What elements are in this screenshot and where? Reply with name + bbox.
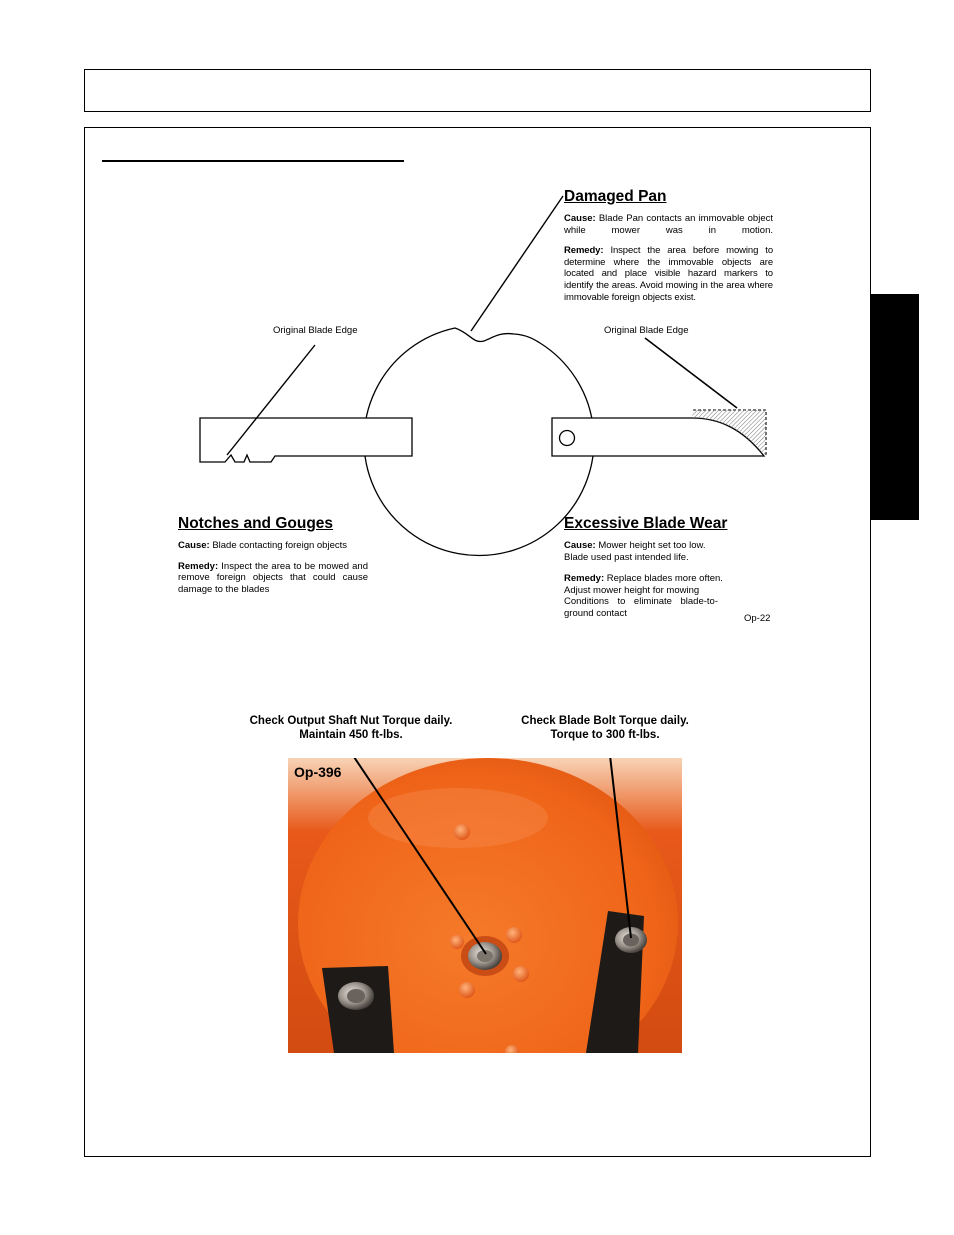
- wear-remedy-line1: Replace blades more often.: [606, 573, 723, 585]
- caption-blade-bolt-line1: Check Blade Bolt Torque daily.: [521, 715, 689, 727]
- wear-remedy-line4: ground contact: [564, 607, 627, 619]
- left-blade: [200, 418, 412, 462]
- damaged-pan-remedy: Inspect the area before mowing to determine where the immovable objects are located and place visible hazard markers to identify the areas. Avoid mowing in the area where immovable foreign objects exist.: [564, 245, 774, 303]
- caption-blade-bolt: [505, 714, 705, 742]
- excessive-wear-heading: Excessive Blade Wear: [564, 515, 728, 532]
- orig-edge-right-label: Original Blade Edge: [604, 325, 689, 336]
- notches-gouges-heading: Notches and Gouges: [178, 515, 334, 532]
- remedy-label: Remedy:: [564, 245, 604, 257]
- damaged-pan-heading: Damaged Pan: [564, 188, 667, 205]
- notches-cause: Blade contacting foreign objects: [212, 540, 347, 551]
- cause-label: Cause:: [564, 540, 596, 551]
- wear-cause-line2: Blade used past intended life.: [564, 551, 689, 563]
- excessive-wear-text: [564, 540, 764, 620]
- leader-damaged-pan: [471, 196, 563, 331]
- wear-remedy-line3: Conditions to eliminate blade-to-: [564, 596, 718, 608]
- leader-orig-edge-right: [645, 338, 737, 408]
- orig-edge-left-label: Original Blade Edge: [273, 325, 358, 336]
- remedy-label: Remedy:: [564, 573, 605, 585]
- blade-bolt-hole: [560, 431, 575, 446]
- notches-gouges-text: [178, 540, 368, 604]
- cause-label: Cause:: [564, 213, 596, 224]
- caption-shaft-nut-line2: Maintain 450 ft-lbs.: [299, 729, 403, 741]
- cause-label: Cause:: [178, 540, 210, 551]
- remedy-label: Remedy:: [178, 560, 219, 572]
- mower-underside-photo: [288, 758, 682, 1053]
- photo-figure-id: Op-396: [294, 764, 342, 780]
- wear-cause-line1: Mower height set too low.: [598, 540, 706, 551]
- damaged-pan-text: [564, 213, 773, 312]
- caption-shaft-nut-line1: Check Output Shaft Nut Torque daily.: [249, 715, 453, 727]
- notches-remedy: Inspect the area to be mowed and remove foreign objects that could cause damage to the blades: [178, 560, 368, 595]
- caption-blade-bolt-line2: Torque to 300 ft-lbs.: [550, 729, 660, 741]
- wear-remedy-line2: Adjust mower height for mowing: [564, 584, 700, 596]
- photo-illustration: [288, 758, 682, 1053]
- damaged-pan-cause: Blade Pan contacts an immovable object while mower was in motion.: [564, 213, 773, 236]
- caption-shaft-nut: [236, 714, 466, 742]
- figure-id-op22: Op-22: [744, 613, 771, 624]
